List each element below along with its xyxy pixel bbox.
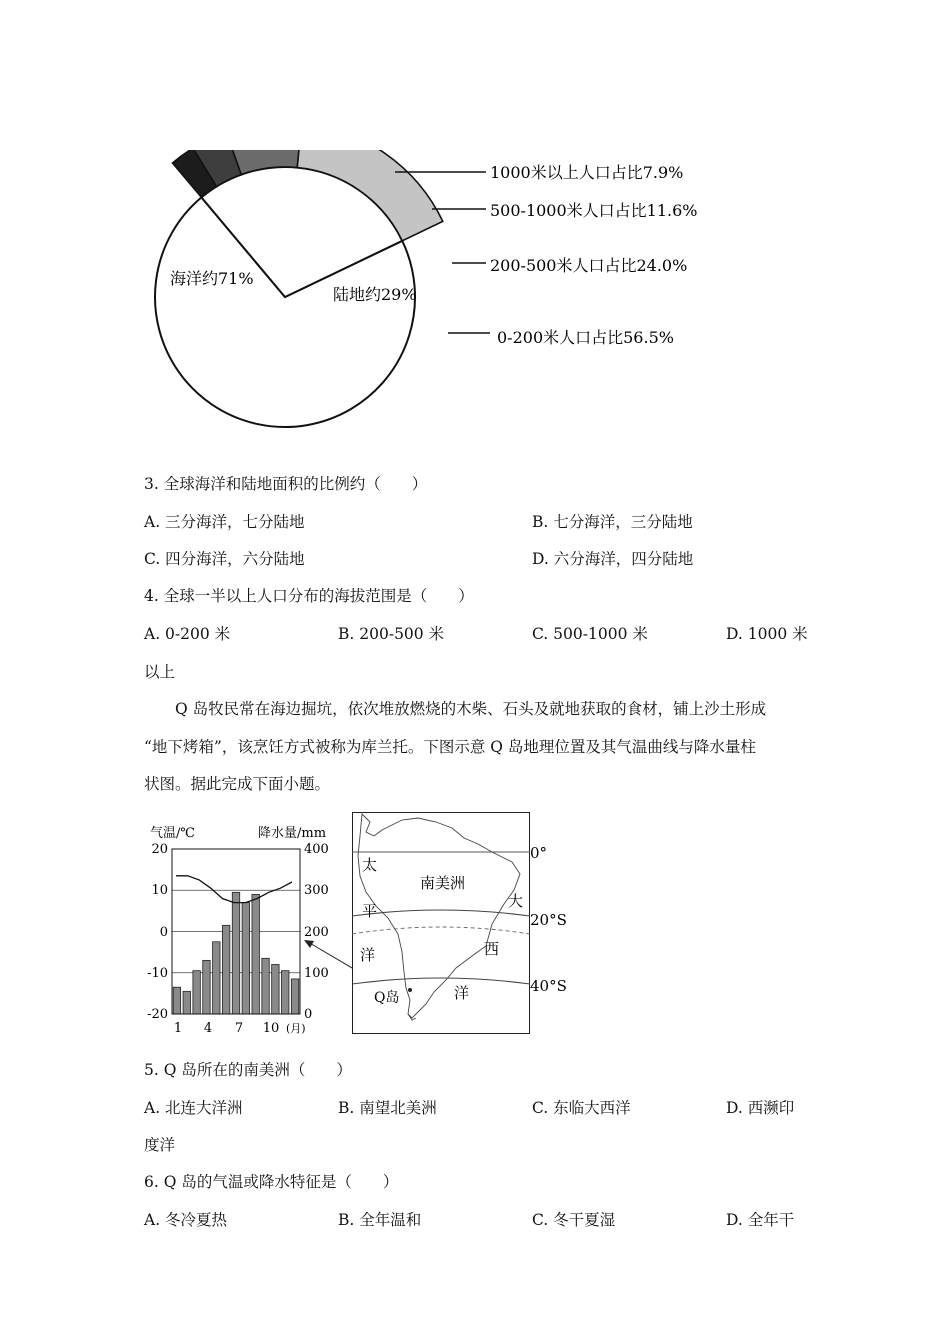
month-tick: 10 xyxy=(262,1021,280,1036)
question-6-option-c: C. 冬干夏湿 xyxy=(532,1211,616,1229)
precipitation-bar xyxy=(222,925,229,1014)
precipitation-bar xyxy=(262,958,269,1014)
temp-tick: 10 xyxy=(151,883,168,898)
atlantic-label-char: 洋 xyxy=(454,984,470,1002)
precip-tick: 400 xyxy=(304,842,329,857)
question-4-stem: 4. 全球一半以上人口分布的海拔范围是（ ） xyxy=(144,587,474,605)
pacific-label-char: 太 xyxy=(362,856,378,874)
precipitation-bar xyxy=(252,894,259,1014)
precip-tick: 200 xyxy=(304,925,329,940)
question-3-stem: 3. 全球海洋和陆地面积的比例约（ ） xyxy=(144,475,428,493)
question-5-option-c: C. 东临大西洋 xyxy=(532,1099,631,1117)
precipitation-bar xyxy=(242,903,249,1014)
pacific-label-char: 平 xyxy=(362,902,378,920)
question-4-option-a: A. 0-200 米 xyxy=(144,625,231,643)
precipitation-bar xyxy=(183,991,190,1014)
question-4-option-b: B. 200-500 米 xyxy=(338,625,445,643)
population-elevation-pie-chart xyxy=(0,150,950,450)
precipitation-bar xyxy=(282,971,289,1014)
atlantic-label-char: 大 xyxy=(508,892,524,910)
lat-label-20s: 20°S xyxy=(530,911,567,929)
question-5-stem: 5. Q 岛所在的南美洲（ ） xyxy=(144,1061,352,1079)
question-5-option-d-wrap: 度洋 xyxy=(144,1136,176,1154)
question-3-option-d: D. 六分海洋，四分陆地 xyxy=(532,550,694,568)
band-label-1000-plus: 1000米以上人口占比7.9% xyxy=(490,163,684,182)
precip-tick: 100 xyxy=(304,966,329,981)
question-5-option-d: D. 西濒印 xyxy=(726,1099,795,1117)
precip-tick: 0 xyxy=(304,1007,313,1022)
month-tick: 1 xyxy=(173,1021,183,1036)
question-6-option-b: B. 全年温和 xyxy=(338,1211,422,1229)
atlantic-label-char: 西 xyxy=(484,940,500,958)
precipitation-bar xyxy=(193,971,200,1014)
question-6-stem: 6. Q 岛的气温或降水特征是（ ） xyxy=(144,1173,399,1191)
precipitation-bar xyxy=(173,987,180,1014)
south-america-map xyxy=(352,812,530,1034)
q-island-label: Q岛 xyxy=(374,990,400,1006)
month-tick: 7 xyxy=(234,1021,244,1036)
temp-tick: -10 xyxy=(147,966,168,981)
question-4-option-d: D. 1000 米 xyxy=(726,625,808,643)
precipitation-bar xyxy=(203,960,210,1014)
q-island-marker xyxy=(408,988,412,992)
passage-line-1: Q 岛牧民常在海边掘坑，依次堆放燃烧的木柴、石头及就地获取的食材，铺上沙土形成 xyxy=(175,700,767,718)
lat-label-0: 0° xyxy=(530,844,548,862)
precipitation-bar xyxy=(272,965,279,1015)
question-5-option-b: B. 南望北美洲 xyxy=(338,1099,437,1117)
temp-tick: 0 xyxy=(159,925,168,940)
temperature-axis-label: 气温/℃ xyxy=(150,826,195,841)
question-4-option-d-wrap: 以上 xyxy=(144,663,176,681)
temp-tick: -20 xyxy=(147,1007,168,1022)
band-label-500-1000: 500-1000米人口占比11.6% xyxy=(490,201,698,220)
passage-line-3: 状图。据此完成下面小题。 xyxy=(144,775,331,793)
question-3-option-c: C. 四分海洋，六分陆地 xyxy=(144,550,305,568)
band-label-200-500: 200-500米人口占比24.0% xyxy=(490,256,688,275)
question-4-option-c: C. 500-1000 米 xyxy=(532,625,648,643)
precipitation-bar xyxy=(232,892,239,1014)
month-unit-label: (月) xyxy=(286,1022,306,1035)
month-tick: 4 xyxy=(203,1021,213,1036)
question-3-option-b: B. 七分海洋，三分陆地 xyxy=(532,513,693,531)
question-5-option-a: A. 北连大洋洲 xyxy=(144,1099,243,1117)
question-3-option-a: A. 三分海洋，七分陆地 xyxy=(144,513,305,531)
band-label-0-200: 0-200米人口占比56.5% xyxy=(497,328,674,347)
continent-label: 南美洲 xyxy=(420,874,466,892)
passage-line-2: “地下烤箱”，该烹饪方式被称为库兰托。下图示意 Q 岛地理位置及其气温曲线与降水量柱 xyxy=(144,738,756,756)
question-6-option-d: D. 全年干 xyxy=(726,1211,795,1229)
temp-tick: 20 xyxy=(151,842,168,857)
lat-label-40s: 40°S xyxy=(530,977,567,995)
precip-tick: 300 xyxy=(304,883,329,898)
question-6-option-a: A. 冬冷夏热 xyxy=(144,1211,228,1229)
land-share-label: 陆地约29% xyxy=(333,285,417,304)
ocean-share-label: 海洋约71% xyxy=(170,269,254,288)
pacific-label-char: 洋 xyxy=(360,946,376,964)
precipitation-bar xyxy=(213,942,220,1014)
latitude-labels xyxy=(528,838,578,998)
precipitation-axis-label: 降水量/mm xyxy=(258,826,327,841)
